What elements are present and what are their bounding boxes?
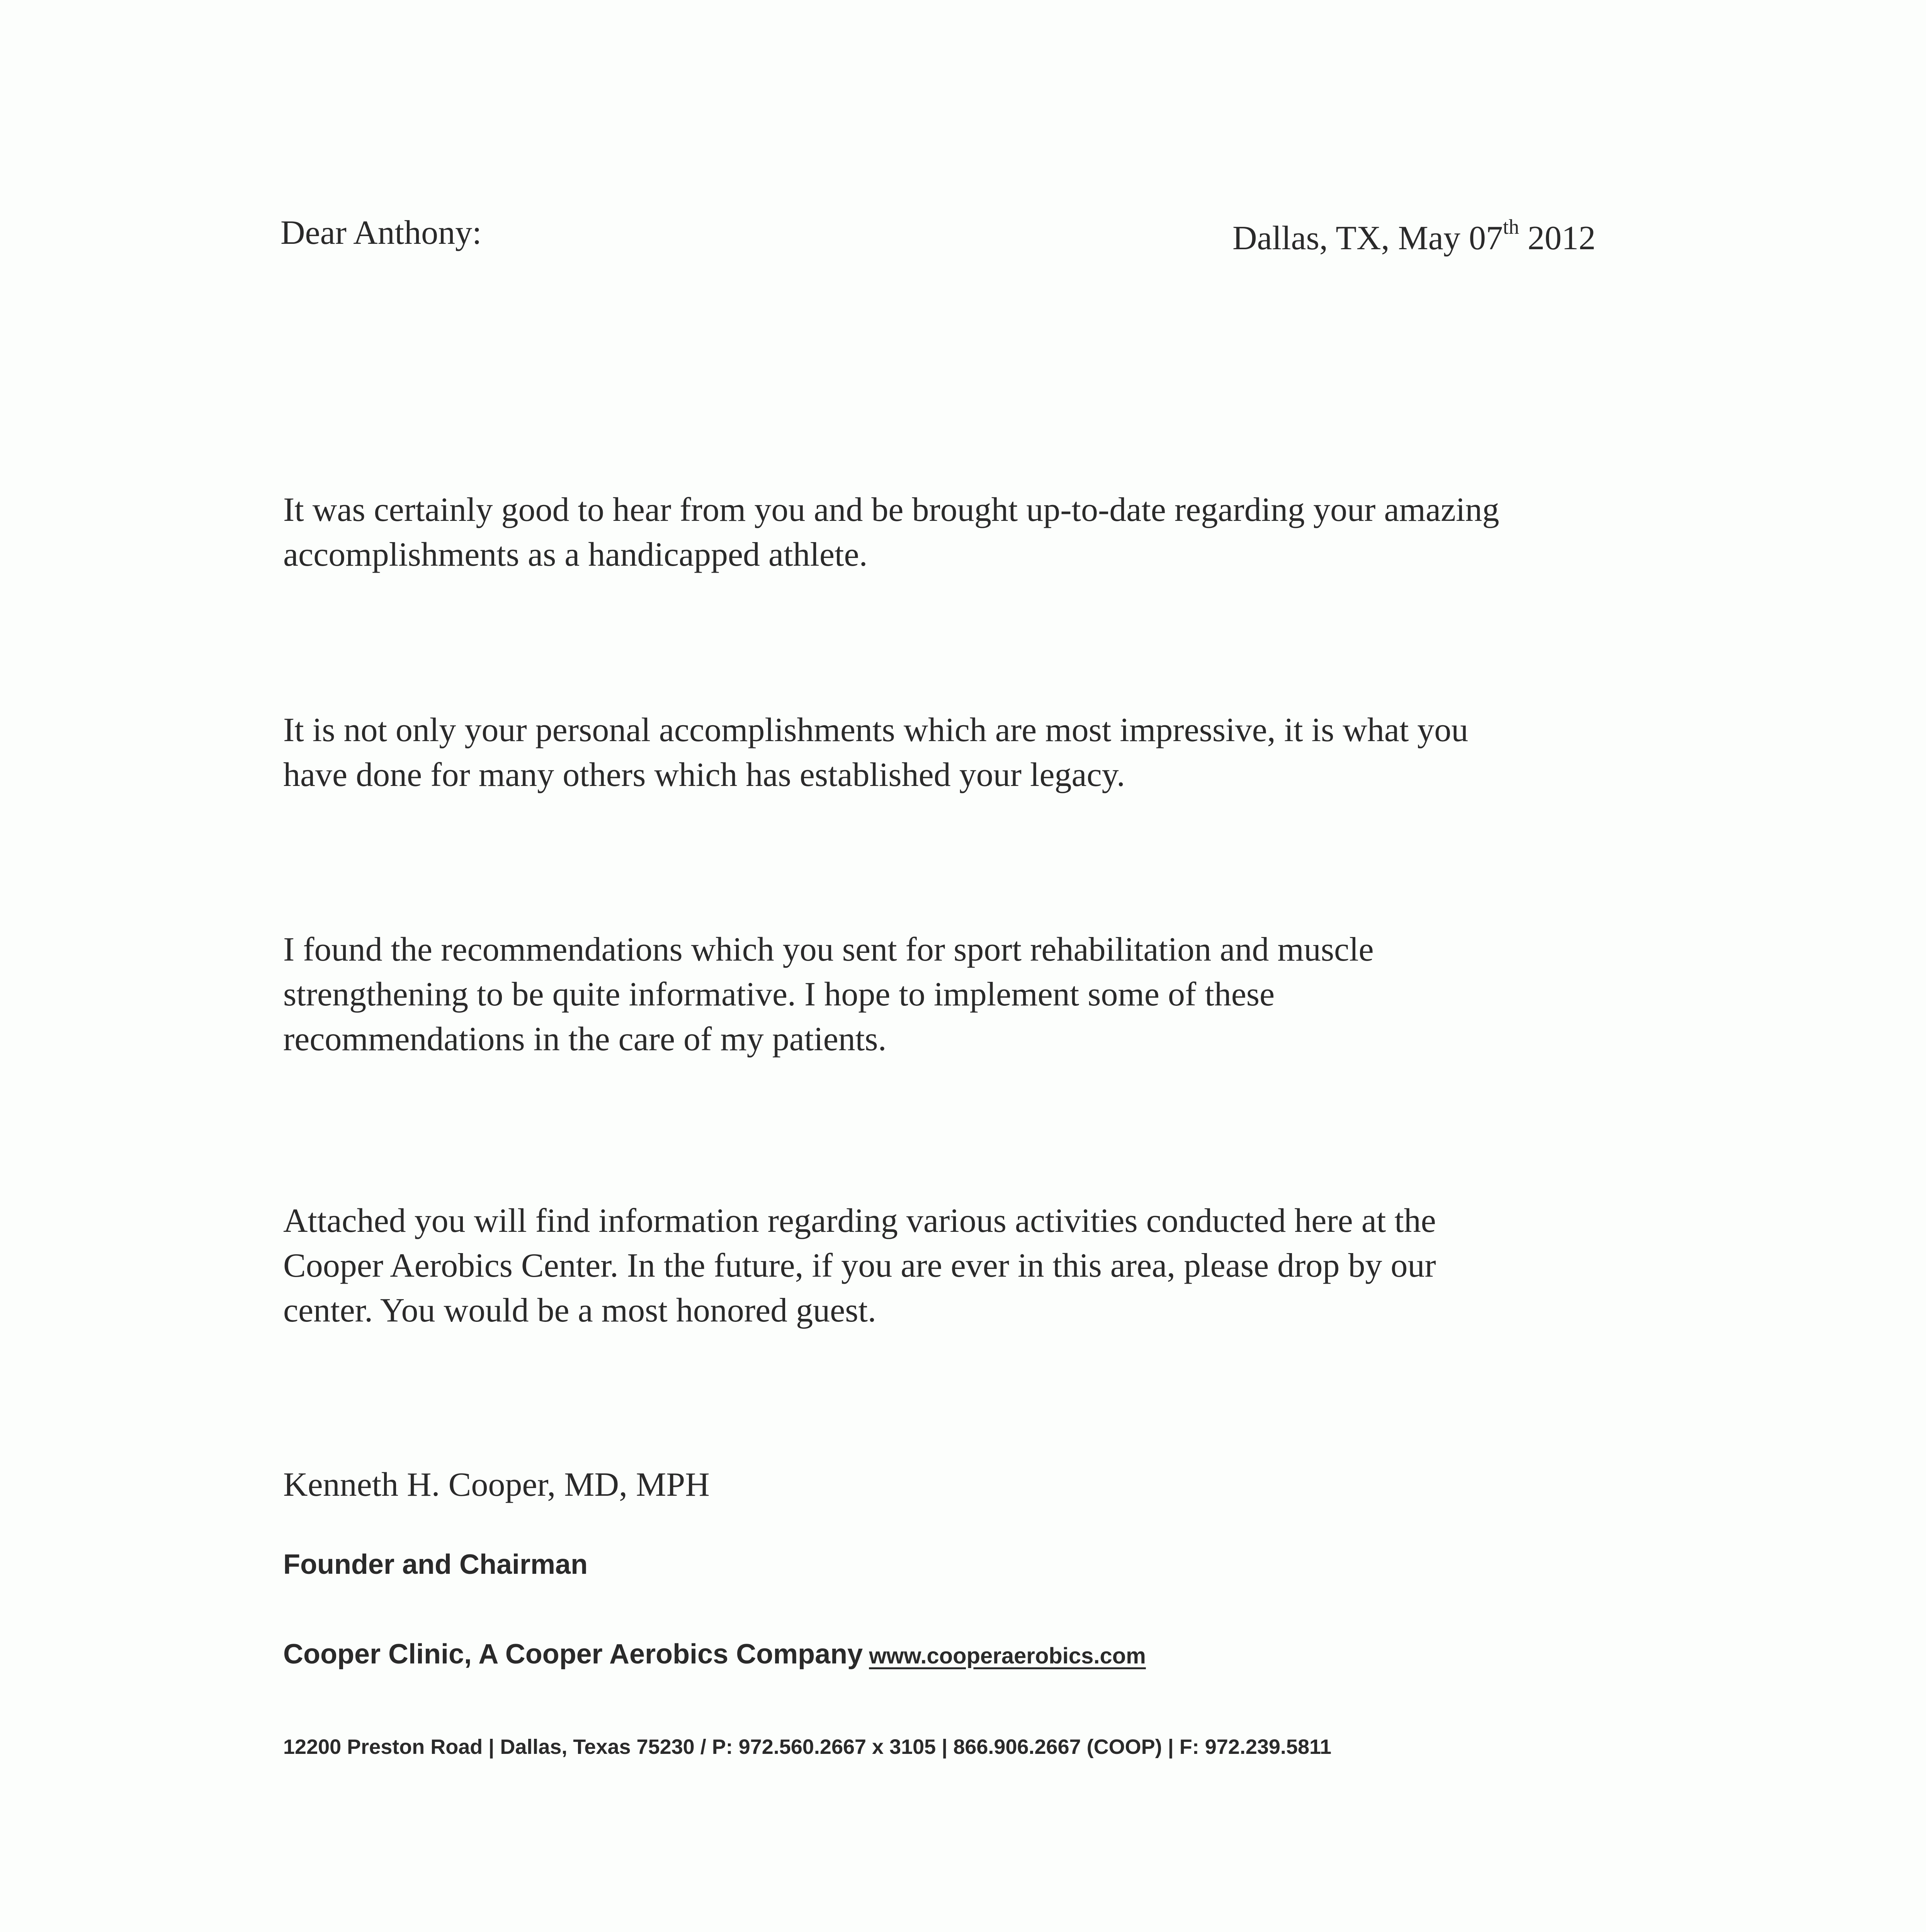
paragraph-1: [283, 488, 1713, 577]
paragraph-line: accomplishments as a handicapped athlete.: [283, 536, 868, 573]
salutation: Dear Anthony:: [280, 214, 482, 252]
date-ordinal: th: [1503, 215, 1519, 238]
company-line: [283, 1636, 1146, 1674]
paragraph-4: [283, 1199, 1713, 1333]
paragraph-line: center. You would be a most honored guest.: [283, 1292, 876, 1329]
website-link[interactable]: www.cooperaerobics.com: [869, 1643, 1146, 1668]
date-text: Dallas, TX, May 07: [1232, 219, 1503, 257]
paragraph-line: Attached you will find information regarding various activities conducted here at the: [283, 1202, 1436, 1240]
paragraph-line: recommendations in the care of my patients.: [283, 1020, 887, 1058]
paragraph-line: I found the recommendations which you sent for sport rehabilitation and muscle: [283, 931, 1374, 968]
paragraph-line: have done for many others which has established your legacy.: [283, 756, 1125, 794]
signature-title: Founder and Chairman: [283, 1549, 588, 1580]
signature-name: Kenneth H. Cooper, MD, MPH: [283, 1466, 710, 1503]
paragraph-line: It was certainly good to hear from you and be brought up-to-date regarding your amazing: [283, 491, 1499, 529]
letter-date: [1232, 217, 1596, 260]
address-line: 12200 Preston Road | Dallas, Texas 75230 / P: 972.560.2667 x 3105 | 866.906.2667 (COOP) | F: 972.239.5811: [283, 1735, 1332, 1759]
paragraph-2: [283, 708, 1713, 798]
company-name: Cooper Clinic, A Cooper Aerobics Company: [283, 1639, 863, 1670]
paragraph-3: [283, 927, 1713, 1062]
paragraph-line: Cooper Aerobics Center. In the future, if you are ever in this area, please drop by our: [283, 1247, 1436, 1284]
paragraph-line: strengthening to be quite informative. I hope to implement some of these: [283, 976, 1275, 1013]
date-year: 2012: [1519, 219, 1596, 257]
paragraph-line: It is not only your personal accomplishments which are most impressive, it is what you: [283, 711, 1469, 749]
